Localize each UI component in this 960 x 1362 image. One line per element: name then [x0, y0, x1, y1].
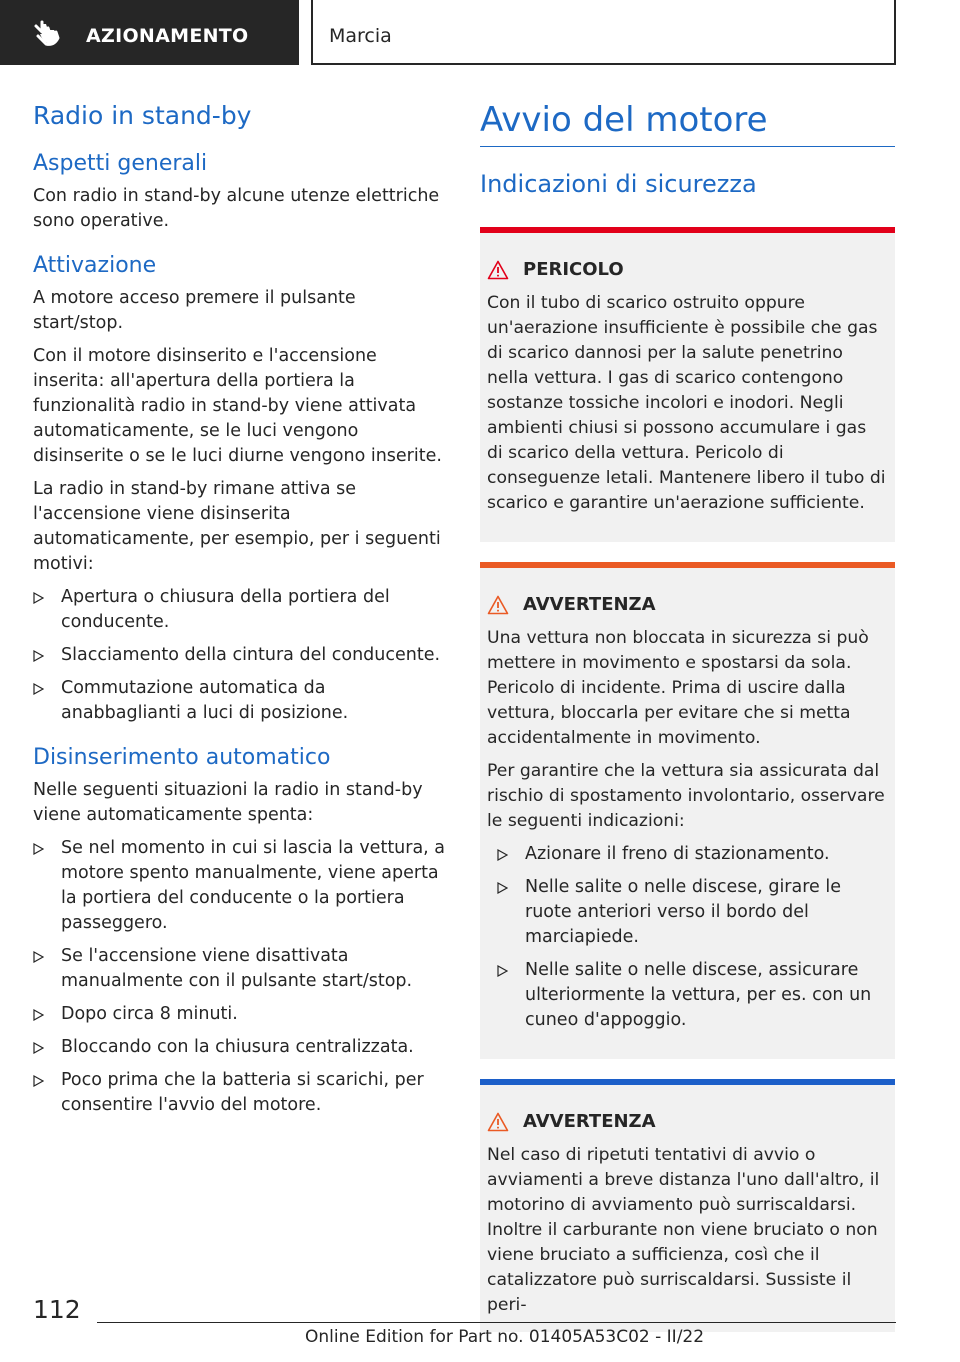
section-tab: [311, 0, 896, 65]
note-title: PERICOLO: [523, 259, 624, 280]
bullet-triangle-icon: [33, 592, 44, 604]
chapter-title: AZIONAMENTO: [86, 25, 249, 47]
list-item: [33, 585, 448, 635]
list-item-text: Poco prima che la batteria si scarichi, per consentire l'avvio del motore.: [61, 1070, 424, 1115]
bullet-triangle-icon: [33, 843, 44, 855]
list-item: [33, 643, 448, 668]
list-item-text: Apertura o chiusura della portiera del conducente.: [61, 587, 390, 632]
warning-note-parking: [480, 562, 895, 1059]
footer-divider: [97, 1322, 896, 1323]
list-item-text: Nelle salite o nelle discese, assicurare ulteriormente la vettura, per es. con un cuneo d'appoggio.: [525, 960, 872, 1030]
hand-pointer-icon: [30, 18, 70, 48]
note-body: [480, 620, 895, 1033]
bullet-triangle-icon: [33, 1009, 44, 1021]
bullet-triangle-icon: [33, 683, 44, 695]
list-item: [33, 1035, 448, 1060]
general-text: Con radio in stand-by alcune utenze elettriche sono operative.: [33, 186, 440, 231]
note-paragraph: Una vettura non bloccata in sicurezza si può mettere in movimento e spostarsi da sola. Pericolo di incidente. Prima di uscire dalla vettura, bloccarla per evitare che si metta accidentalmente in movimento.: [487, 628, 869, 748]
bullet-triangle-icon: [497, 849, 508, 861]
activation-paragraph-1: A motore acceso premere il pulsante start/stop.: [33, 288, 356, 333]
warning-note-starter: [480, 1079, 895, 1332]
warning-triangle-icon: [487, 1112, 509, 1132]
list-item-text: Bloccando con la chiusura centralizzata.: [61, 1037, 414, 1057]
list-item: [497, 958, 887, 1033]
note-paragraph: Con il tubo di scarico ostruito oppure un'aerazione insufficiente è possibile che gas di scarico dannosi per la salute penetrino nella vettura. I gas di scarico contengono sostanze tossiche incolori e inodori. Negli ambienti chiusi si possono accumulare i gas di scarico della vettura. Pericolo di conseguenze letali. Mantenere libero il tubo di scarico e garantire un'aerazione sufficiente.: [487, 293, 886, 513]
list-item: [497, 875, 887, 950]
bullet-triangle-icon: [33, 650, 44, 662]
footer-edition: Online Edition for Part no. 01405A53C02 - II/22: [305, 1327, 705, 1347]
warning-triangle-icon: [487, 260, 509, 280]
title-divider: [480, 146, 895, 147]
list-item-text: Commutazione automatica da anabbaglianti a luci di posizione.: [61, 678, 349, 723]
right-column: [480, 100, 895, 1352]
bullet-triangle-icon: [33, 1042, 44, 1054]
radio-standby-title: Radio in stand-by: [33, 101, 252, 130]
list-item: [497, 842, 887, 867]
list-item-text: Se l'accensione viene disattivata manualmente con il pulsante start/stop.: [61, 946, 413, 991]
activation-heading: Attivazione: [33, 253, 157, 278]
list-item: [33, 1068, 448, 1118]
list-item-text: Dopo circa 8 minuti.: [61, 1004, 238, 1024]
bullet-triangle-icon: [33, 951, 44, 963]
note-paragraph: Nel caso di ripetuti tentativi di avvio o avviamenti a breve distanza l'uno dall'altro, il motorino di avviamento può surriscaldarsi. Inoltre il carburante non viene bruciato o non viene bruciato a sufficienza, così che il catalizzatore può surriscaldarsi. Sussiste il peri-: [487, 1145, 880, 1315]
note-body: [480, 1137, 895, 1318]
activation-paragraph-3: La radio in stand-by rimane attiva se l'accensione viene disinserita automaticamente, per esempio, per i seguenti motivi:: [33, 479, 441, 574]
list-item-text: Nelle salite o nelle discese, girare le ruote anteriori verso il bordo del marciapiede.: [525, 877, 841, 947]
bullet-triangle-icon: [497, 965, 508, 977]
auto-off-section: [33, 744, 448, 1118]
engine-start-title: Avvio del motore: [480, 100, 768, 140]
note-header: [480, 1085, 895, 1137]
danger-note: [480, 227, 895, 542]
note-title: AVVERTENZA: [523, 1111, 656, 1132]
section-title: Marcia: [329, 25, 392, 47]
note-header: [480, 233, 895, 285]
list-item-text: Slacciamento della cintura del conducente.: [61, 645, 441, 665]
general-heading: Aspetti generali: [33, 151, 208, 176]
list-item: [33, 836, 448, 936]
note-paragraph: Per garantire che la vettura sia assicurata dal rischio di spostamento involontario, osservare le seguenti indicazioni:: [487, 761, 885, 831]
auto-off-heading: Disinserimento automatico: [33, 745, 331, 770]
note-body: [480, 285, 895, 516]
note-title: AVVERTENZA: [523, 594, 656, 615]
auto-off-paragraph: Nelle seguenti situazioni la radio in stand-by viene automaticamente spenta:: [33, 780, 423, 825]
page-number: 112: [33, 1295, 81, 1324]
list-item: [33, 944, 448, 994]
list-item-text: Azionare il freno di stazionamento.: [525, 844, 830, 864]
list-item: [33, 676, 448, 726]
bullet-triangle-icon: [497, 882, 508, 894]
warning-triangle-icon: [487, 595, 509, 615]
left-column: [33, 100, 448, 1126]
safety-heading: Indicazioni di sicurezza: [480, 170, 757, 198]
bullet-triangle-icon: [33, 1075, 44, 1087]
note-header: [480, 568, 895, 620]
activation-section: [33, 252, 448, 726]
list-item: [33, 1002, 448, 1027]
activation-paragraph-2: Con il motore disinserito e l'accensione inserita: all'apertura della portiera la funzionalità radio in stand-by viene attivata automaticamente, se le luci vengono disinserite o se le luci diurne vengono inserite.: [33, 346, 442, 466]
chapter-tab: [0, 0, 299, 65]
list-item-text: Se nel momento in cui si lascia la vettura, a motore spento manualmente, viene aperta la portiera del conducente o la portiera passeggero.: [61, 838, 446, 933]
